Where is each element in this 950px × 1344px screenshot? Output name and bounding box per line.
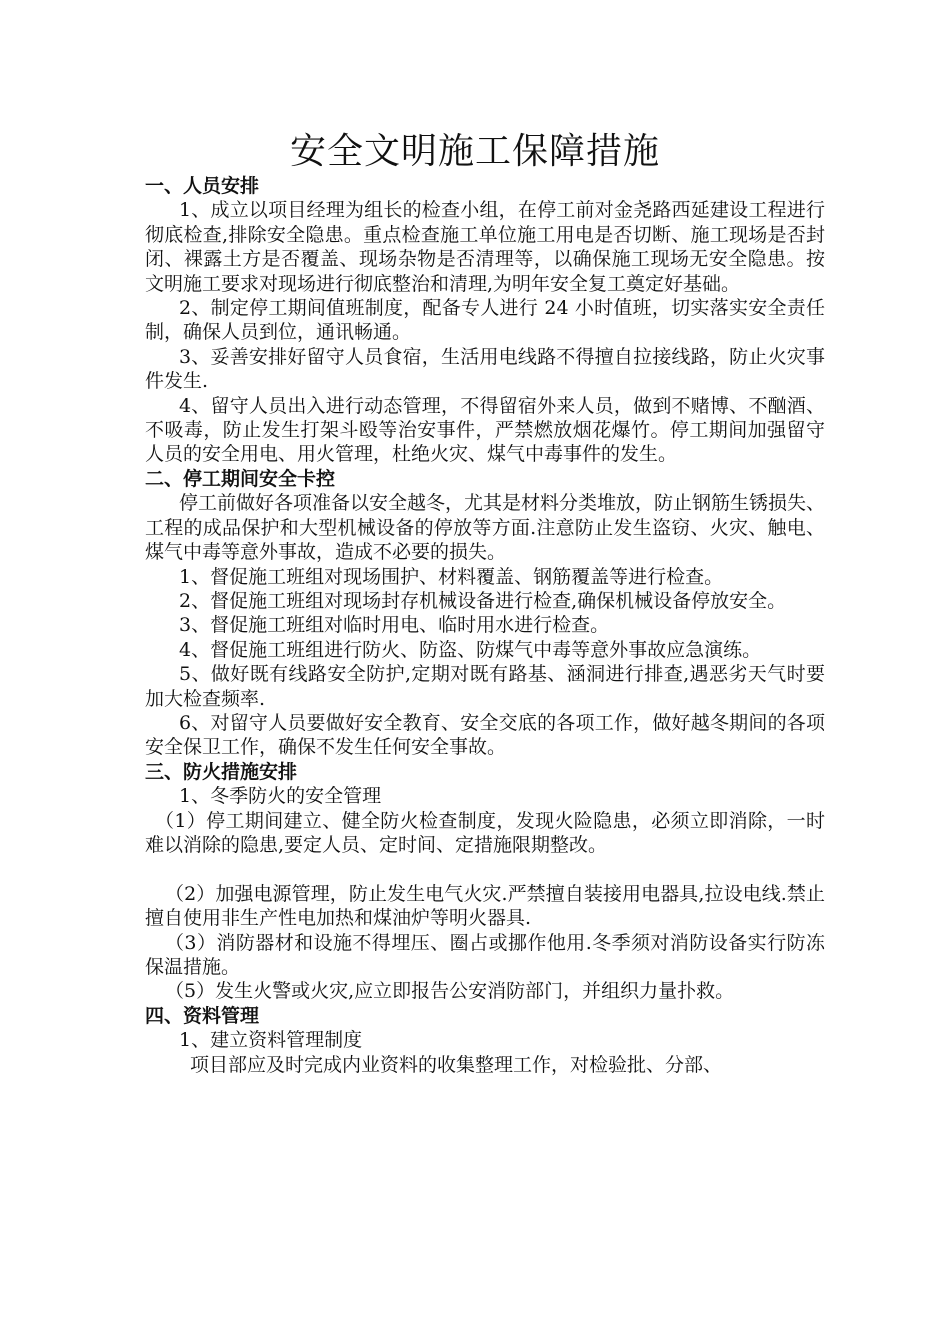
section-heading: 二、停工期间安全卡控 [145,467,336,490]
paragraph: 2、督促施工班组对现场封存机械设备进行检查,确保机械设备停放安全。 [179,589,787,612]
paragraph: 5、做好既有线路安全防护,定期对既有路基、涵洞进行排查,遇恶劣天气时要加大检查频率. [145,663,825,710]
paragraph: 4、督促施工班组进行防火、防盗、防煤气中毒等意外事故应急演练。 [179,638,762,661]
paragraph: 1、建立资料管理制度 [179,1029,363,1052]
paragraph: 3、妥善安排好留守人员食宿，生活用电线路不得擅自拉接线路，防止火灾事件发生. [145,345,825,393]
paragraph: 3、督促施工班组对临时用电、临时用水进行检查。 [179,614,610,637]
document-body [145,174,825,1077]
document-title: 安全文明施工保障措施 [289,131,660,172]
paragraph: 2、制定停工期间值班制度，配备专人进行 24 小时值班，切实落实安全责任制，确保人员到位，通讯畅通。 [145,297,825,344]
paragraph: 1、督促施工班组对现场围护、材料覆盖、钢筋覆盖等进行检查。 [179,565,724,588]
section-heading: 三、防火措施安排 [145,760,298,783]
paragraph: （2）加强电源管理，防止发生电气火灾.严禁擅自装接用电器具,拉设电线.禁止擅自使用非生产性电加热和煤油炉等明火器具. [145,882,825,930]
paragraph: （3）消防器材和设施不得埋压、圈占或挪作他用.冬季须对消防设备实行防冻保温措施。 [145,931,825,978]
paragraph: 6、对留守人员要做好安全教育、安全交底的各项工作，做好越冬期间的各项安全保卫工作，确保不发生任何安全事故。 [145,711,825,759]
section-heading: 一、人员安排 [145,175,260,197]
section-heading: 四、资料管理 [145,1004,260,1027]
blank-line [145,857,825,881]
paragraph: （1）停工期间建立、健全防火检查制度，发现火险隐患，必须立即消除，一时难以消除的隐患,要定人员、定时间、定措施限期整改。 [145,809,825,856]
paragraph: （5）发生火警或火灾,应立即报告公安消防部门，并组织力量扑救。 [165,980,735,1003]
paragraph: 停工前做好各项准备以安全越冬，尤其是材料分类堆放，防止钢筋生锈损失、工程的成品保护和大型机械设备的停放等方面.注意防止发生盗窃、火灾、触电、煤气中毒等意外事故，造成不必要的损失。 [145,492,826,564]
paragraph: 1、成立以项目经理为组长的检查小组，在停工前对金尧路西延建设工程进行彻底检查,排除安全隐患。重点检查施工单位施工用电是否切断、施工现场是否封闭、裸露土方是否覆盖、现场杂物是否清理等，以确保施工现场无安全隐患。按文明施工要求对现场进行彻底整治和清理,为明年安全复工奠定好基础。 [145,199,825,295]
paragraph: 4、留守人员出入进行动态管理，不得留宿外来人员，做到不赌博、不酗酒、不吸毒，防止发生打架斗殴等治安事件，严禁燃放烟花爆竹。停工期间加强留守人员的安全用电、用火管理，杜绝火灾、煤气中毒事件的发生。 [145,394,825,466]
paragraph: 1、冬季防火的安全管理 [179,785,382,808]
paragraph: 项目部应及时完成内业资料的收集整理工作，对检验批、分部、 [190,1053,723,1076]
